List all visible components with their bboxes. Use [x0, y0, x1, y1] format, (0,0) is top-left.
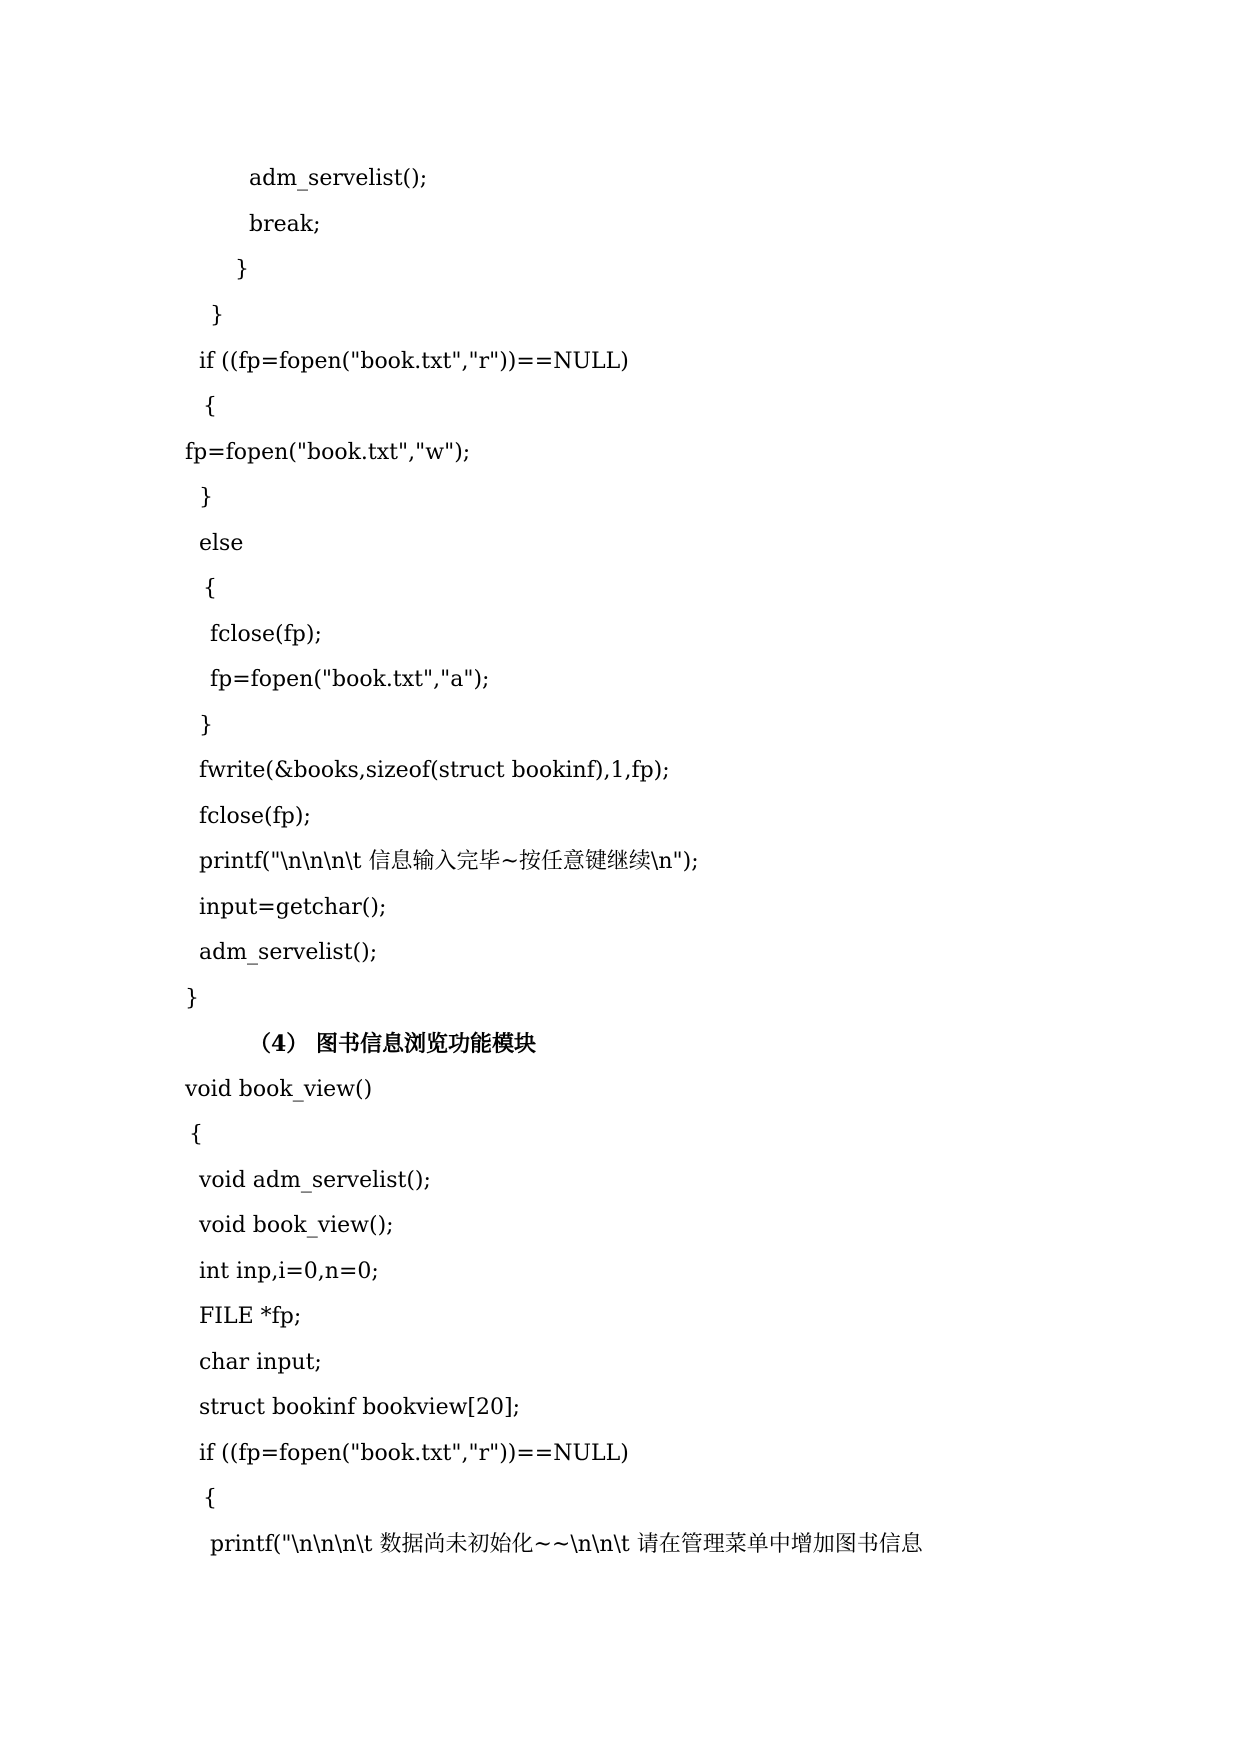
code-line: { [189, 1122, 203, 1147]
code-line: { [203, 394, 217, 419]
code-line: adm_servelist(); [249, 166, 428, 191]
code-line: } [199, 485, 213, 510]
code-line: } [235, 257, 249, 282]
code-line: adm_servelist(); [199, 940, 378, 965]
code-line: { [203, 576, 217, 601]
code-line: fclose(fp); [199, 804, 311, 829]
code-line: void book_view(); [199, 1213, 394, 1238]
code-line: break; [249, 212, 321, 237]
code-line: fp=fopen("book.txt","a"); [210, 667, 490, 692]
code-line: printf("\n\n\n\t 信息输入完毕~按任意键继续\n"); [199, 849, 699, 874]
code-line: fp=fopen("book.txt","w"); [185, 440, 471, 465]
section-heading: （4） 图书信息浏览功能模块 [249, 1031, 536, 1057]
code-line: if ((fp=fopen("book.txt","r"))==NULL) [199, 1441, 629, 1466]
code-line: } [185, 986, 199, 1011]
code-line: } [199, 713, 213, 738]
code-line: FILE *fp; [199, 1304, 302, 1329]
code-line: printf("\n\n\n\t 数据尚未初始化~~\n\n\t 请在管理菜单中增加图书信息 [210, 1532, 923, 1557]
code-line: input=getchar(); [199, 895, 387, 920]
code-line: if ((fp=fopen("book.txt","r"))==NULL) [199, 349, 629, 374]
code-line: fwrite(&books,sizeof(struct bookinf),1,fp); [199, 758, 670, 783]
code-line: fclose(fp); [210, 622, 322, 647]
code-line: } [210, 303, 224, 328]
code-line: void adm_servelist(); [199, 1168, 431, 1193]
code-line: { [203, 1486, 217, 1511]
code-line: else [199, 531, 244, 556]
code-line: int inp,i=0,n=0; [199, 1259, 379, 1284]
code-line: void book_view() [185, 1077, 373, 1102]
code-line: char input; [199, 1350, 322, 1375]
code-line: struct bookinf bookview[20]; [199, 1395, 521, 1420]
